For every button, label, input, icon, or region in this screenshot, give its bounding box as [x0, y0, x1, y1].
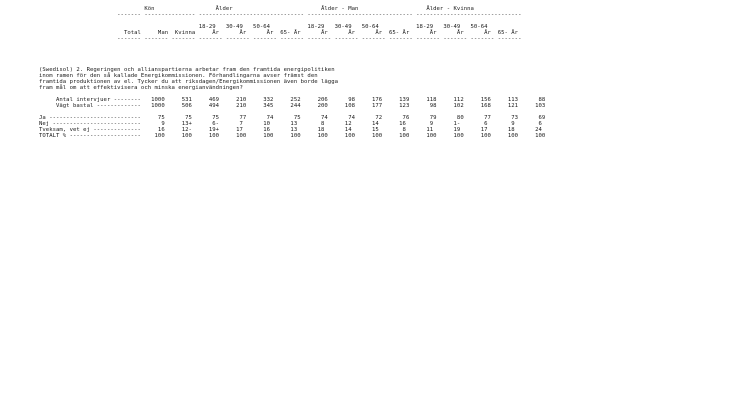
- question-line: framtida produktionen av el. Tycker du att riksdagen/Energikommissionen även borde lägga: [39, 79, 338, 85]
- answer-row-totalt: TOTALT % --------------------- 100 100 100 100 100 100 100 100 100 100 100 100 100 100 100: [39, 133, 546, 139]
- question-line: inom ramen för den så kallade Energikommissionen. Förhandlingarna avser främst den: [39, 73, 318, 79]
- base-row-weighted: Vägt bastal ------------- 1000 506 494 210 345 244 200 108 177 123 98 102 168 121 103: [39, 103, 546, 109]
- header-rule-top: ------- --------------- ------------------------------- ------------------------------- -------------------------------: [39, 12, 522, 18]
- crosstab-report: [39, 0, 545, 139]
- answer-row-tveksam: Tveksam, vet ej -------------- 16 12- 19+ 17 16 13 18 14 15 8 11 19 17 18 24: [39, 127, 542, 133]
- answer-row-ja: Ja --------------------------- 75 75 75 77 74 75 74 74 72 76 79 80 77 73 69: [39, 115, 546, 121]
- header-column-line: Total Man Kvinna År År År 65- År År År År 65- År År År År 65- År: [39, 30, 519, 36]
- header-rule-bottom: ------- ------- ------- ------- ------- ------- ------- ------- ------- ------- ------- ------- ------- ------- -------: [39, 36, 522, 42]
- header-age-line: 18-29 30-49 50-64 18-29 30-49 50-64 18-29 30-49 50-64: [39, 24, 488, 30]
- answer-row-nej: Nej -------------------------- 9 13+ 6- 7 10 13 8 12 14 16 9 1- 6 9 6: [39, 121, 542, 127]
- question-line: fram mål om att effektivisera och minska energianvändningen?: [39, 85, 243, 91]
- question-line: (Swedisol) 2. Regeringen och allianspartierna arbetar fram den framtida energipolitiken: [39, 67, 335, 73]
- base-row-interviews: Antal intervjuer -------- 1000 531 469 210 332 252 206 98 176 139 118 112 156 113 88: [39, 97, 546, 103]
- header-group-line: Kön Ålder Ålder - Man Ålder - Kvinna: [39, 6, 474, 12]
